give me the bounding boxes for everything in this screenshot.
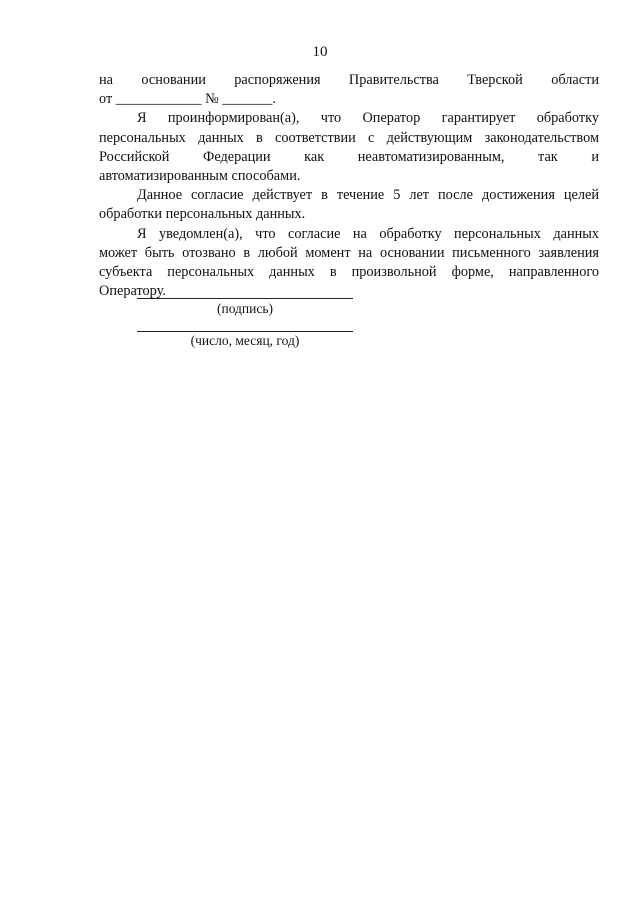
document-body [99,71,599,301]
date-line[interactable] [137,331,353,332]
informed-line-2: персональных данных в соответствии с действующим законодательством [99,129,599,146]
revocation-line-4: Оператору. [99,283,166,300]
paragraph-basis [99,71,599,109]
informed-line-3: Российской Федерации как неавтоматизированным, так и [99,148,599,165]
validity-line-2: обработки персональных данных. [99,206,306,223]
signature-line[interactable] [137,298,353,299]
revocation-line-2: может быть отозвано в любой момент на основании письменного заявления [99,244,599,261]
paragraph-informed [99,109,599,186]
basis-line-2: от ____________ № _______. [99,91,276,108]
page-number: 10 [312,44,328,60]
date-caption: (число, месяц, год) [190,333,300,348]
paragraph-revocation [99,225,599,302]
basis-line-1: на основании распоряжения Правительства Тверской области [99,72,599,88]
informed-line-1: Я проинформирован(а), что Оператор гарантирует обработку [137,110,599,127]
validity-line-1: Данное согласие действует в течение 5 лет после достижения целей [137,187,599,204]
informed-line-4: автоматизированным способами. [99,168,301,185]
revocation-line-1: Я уведомлен(а), что согласие на обработку персональных данных [137,225,599,242]
paragraph-validity [99,186,599,224]
revocation-line-3: субъекта персональных данных в произвольной форме, направленного [99,264,599,281]
signature-caption: (подпись) [216,301,274,316]
